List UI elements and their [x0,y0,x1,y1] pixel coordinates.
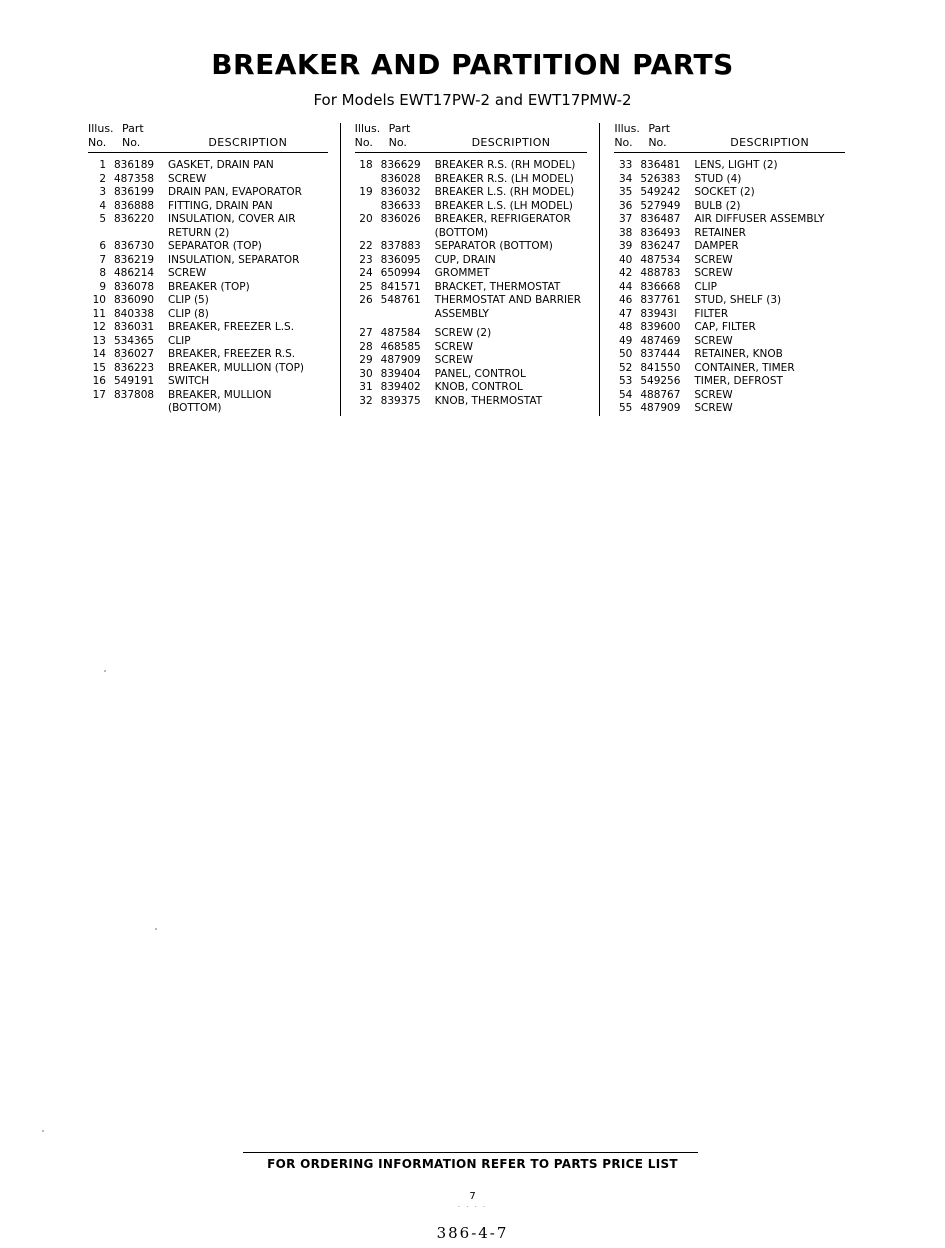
illus-no: 55 [618,402,633,415]
table-row [355,227,588,241]
parts-rows-3 [614,159,845,416]
illus-no: 17 [92,388,106,401]
header-part-line2: No. [122,135,141,149]
description: BULB (2) [694,199,741,212]
part-no: 650994 [380,267,421,280]
description: CLIP [168,334,191,347]
illus-no: 39 [618,240,633,253]
table-row [355,200,588,214]
description: STUD, SHELF (3) [694,294,782,307]
illus-no: 36 [618,199,633,212]
description: INSULATION, COVER AIR [168,213,296,226]
illus-no: 40 [618,253,633,266]
description: GASKET, DRAIN PAN [168,159,274,172]
parts-column-1 [88,123,340,416]
part-no: 526383 [640,172,681,185]
illus-no: 46 [618,294,633,307]
part-no: 487358 [114,172,155,185]
illus-no: 35 [618,186,633,199]
part-no: 836026 [380,213,421,226]
illus-no: 52 [618,361,633,374]
part-no: 836095 [380,253,421,266]
table-row [614,375,845,389]
part-no [114,227,168,241]
illus-no: 8 [99,267,106,280]
illus-no [355,308,381,322]
illus-no: 47 [618,307,633,320]
illus-no [355,200,381,214]
part-no: 488783 [640,267,681,280]
part-no [114,402,168,416]
description: BREAKER, FREEZER L.S. [168,321,295,334]
part-no: 488767 [640,388,681,401]
description: SWITCH [168,375,210,388]
header-description: DESCRIPTION [471,135,551,149]
part-no: 839375 [380,394,421,407]
illus-no: 2 [99,172,106,185]
table-row [614,240,845,254]
table-row [355,159,588,173]
part-no: 836888 [114,199,155,212]
header-illus-line1: Illus. [88,122,114,135]
footer-divider [243,1152,698,1153]
description: BREAKER, MULLION [168,388,272,401]
illus-no: 13 [92,334,106,347]
illus-no: 10 [92,294,106,307]
illus-no: 20 [359,213,373,226]
part-no: 836219 [114,253,155,266]
description: (BOTTOM) [168,402,222,415]
table-row [355,354,588,368]
table-row [355,308,588,322]
part-no: 486214 [114,267,155,280]
illus-no: 25 [359,280,373,293]
description: ASSEMBLY [434,307,489,320]
description: BREAKER L.S. (LH MODEL) [434,199,573,212]
table-row [88,186,328,200]
description: DAMPER [694,240,739,253]
column-header [355,123,588,153]
illus-no: 34 [618,172,633,185]
description: FILTER [694,307,729,320]
table-row [614,173,845,187]
page-number: 7 [469,1191,476,1202]
part-no: 836481 [640,159,681,172]
header-illus-line2: No. [88,135,107,149]
page-number-artifact: · · · · [457,1203,488,1211]
description: RETAINER [694,226,746,239]
part-no: 836668 [640,280,681,293]
parts-column-3 [599,123,857,416]
scan-speck [42,1130,44,1132]
table-row [355,294,588,308]
header-illus-line1: Illus. [354,122,381,135]
part-no: 836223 [114,361,155,374]
description: BREAKER R.S. (RH MODEL) [434,159,576,172]
part-no: 836493 [640,226,681,239]
table-row [88,227,328,241]
illus-no: 33 [618,159,633,172]
illus-no: 18 [359,159,373,172]
table-row [355,368,588,382]
table-row [355,254,588,268]
illus-no: 49 [618,334,633,347]
description: CUP, DRAIN [434,253,496,266]
table-row [614,281,845,295]
illus-no: 53 [618,375,633,388]
description: CAP, FILTER [694,321,756,334]
description: SCREW [694,267,733,280]
illus-no: 11 [92,307,106,320]
footer-note: FOR ORDERING INFORMATION REFER TO PARTS PRICE LIST [267,1157,678,1171]
parts-catalog-page [0,48,945,1248]
illus-no: 4 [99,199,106,212]
column-header [88,123,328,153]
part-no: 487534 [640,253,681,266]
table-row [88,200,328,214]
table-row [614,308,845,322]
parts-rows-1 [88,159,328,416]
description: SCREW [168,172,207,185]
table-row [614,227,845,241]
parts-column-2 [340,123,600,416]
part-no: 836189 [114,159,155,172]
illus-no: 42 [618,267,633,280]
illus-no: 31 [359,381,373,394]
description: SCREW [694,334,733,347]
part-no: 836032 [380,186,421,199]
table-row [355,173,588,187]
description: PANEL, CONTROL [434,367,526,380]
table-row [614,254,845,268]
description: BRACKET, THERMOSTAT [434,280,561,293]
table-row [614,294,845,308]
table-row [355,240,588,254]
illus-no: 32 [359,394,373,407]
table-row [355,327,588,341]
description: LENS, LIGHT (2) [694,159,778,172]
description: DRAIN PAN, EVAPORATOR [168,186,302,199]
illus-no: 48 [618,321,633,334]
part-no: 837761 [640,294,681,307]
description: FITTING, DRAIN PAN [168,199,273,212]
table-row [355,213,588,227]
header-illus-line1: Illus. [614,122,640,135]
part-no: 487469 [640,334,681,347]
table-row [88,281,328,295]
part-no: 836487 [640,213,681,226]
illus-no: 29 [359,354,373,367]
description: RETURN (2) [168,226,230,239]
column-header [614,123,845,153]
illus-no: 50 [618,348,633,361]
part-no: 837444 [640,348,681,361]
part-no: 837883 [380,240,421,253]
illus-no: 37 [618,213,633,226]
table-row [355,381,588,395]
description: SCREW [694,388,733,401]
illus-no: 3 [99,186,106,199]
table-row [614,213,845,227]
part-no: 836220 [114,213,155,226]
part-no: 549256 [640,375,681,388]
table-row [88,254,328,268]
header-description: DESCRIPTION [730,135,810,149]
table-row [88,335,328,349]
description: BREAKER L.S. (RH MODEL) [434,186,575,199]
table-row [614,402,845,416]
illus-no: 15 [92,361,106,374]
description: GROMMET [434,267,490,280]
description: INSULATION, SEPARATOR [168,253,300,266]
table-row [88,267,328,281]
part-no [381,308,435,322]
illus-no: 16 [92,375,106,388]
description: SCREW [694,402,733,415]
part-no: 487909 [640,402,681,415]
illus-no: 27 [359,327,373,340]
illus-no: 44 [618,280,633,293]
header-part-line1: Part [388,122,411,135]
illus-no: 26 [359,294,373,307]
parts-table [0,123,945,416]
description: KNOB, CONTROL [434,381,523,394]
table-row [88,402,328,416]
table-row [88,213,328,227]
table-row [355,281,588,295]
illus-no: 7 [99,253,106,266]
part-no: 836730 [114,240,155,253]
description: SCREW [694,253,733,266]
part-no: 549191 [114,375,155,388]
description: BREAKER (TOP) [168,280,250,293]
part-no: 841550 [640,361,681,374]
illus-no: 6 [99,240,106,253]
table-row [355,395,588,409]
table-row [88,308,328,322]
part-no: 487584 [380,327,421,340]
table-row [88,159,328,173]
illus-no [355,227,381,241]
table-row [614,321,845,335]
header-illus-line2: No. [614,135,633,149]
description: SOCKET (2) [694,186,755,199]
part-no: 839404 [380,367,421,380]
scan-speck [155,928,157,930]
part-no: 836031 [114,321,155,334]
illus-no [355,173,381,187]
description: RETAINER, KNOB [694,348,783,361]
table-row [88,240,328,254]
table-row [88,348,328,362]
table-row [614,200,845,214]
description: BREAKER, FREEZER R.S. [168,348,296,361]
part-no: 83943l [640,307,677,320]
description: BREAKER R.S. (LH MODEL) [434,172,574,185]
header-part-line2: No. [648,135,667,149]
part-no: 468585 [380,340,421,353]
part-no: 836199 [114,186,155,199]
document-code: 386-4-7 [436,1224,509,1242]
table-row [614,362,845,376]
description: TIMER, DEFROST [694,375,783,388]
scan-speck [104,670,106,672]
table-row [88,389,328,403]
illus-no: 30 [359,367,373,380]
part-no: 840338 [114,307,155,320]
illus-no: 38 [618,226,633,239]
description: SCREW [168,267,207,280]
table-row [614,267,845,281]
header-part-line1: Part [122,122,144,135]
illus-no [88,227,114,241]
illus-no: 19 [359,186,373,199]
part-no: 527949 [640,199,681,212]
part-no: 836247 [640,240,681,253]
description: STUD (4) [694,172,742,185]
part-no: 487909 [380,354,421,367]
table-row [88,321,328,335]
part-no: 548761 [380,294,421,307]
header-part-line2: No. [388,135,407,149]
description: KNOB, THERMOSTAT [434,394,543,407]
description: SCREW (2) [434,327,492,340]
description: BREAKER, REFRIGERATOR [434,213,571,226]
table-row [355,186,588,200]
description: CONTAINER, TIMER [694,361,795,374]
illus-no: 12 [92,321,106,334]
header-illus-line2: No. [354,135,373,149]
table-row [355,341,588,355]
table-row [614,335,845,349]
table-row [614,186,845,200]
description: SCREW [434,340,473,353]
table-row [355,267,588,281]
illus-no: 1 [99,159,106,172]
part-no: 836028 [380,172,421,185]
illus-no: 23 [359,253,373,266]
description: BREAKER, MULLION (TOP) [168,361,305,374]
illus-no: 28 [359,340,373,353]
table-row [88,375,328,389]
description: THERMOSTAT AND BARRIER [434,294,582,307]
part-no: 836027 [114,348,155,361]
part-no: 837808 [114,388,155,401]
illus-no: 22 [359,240,373,253]
illus-no: 5 [99,213,106,226]
illus-no: 14 [92,348,106,361]
table-row [614,389,845,403]
description: CLIP (8) [168,307,209,320]
part-no [381,227,435,241]
part-no: 839402 [380,381,421,394]
description: CLIP [694,280,717,293]
header-description: DESCRIPTION [208,135,288,149]
description: (BOTTOM) [434,226,489,239]
part-no: 549242 [640,186,681,199]
part-no: 534365 [114,334,155,347]
description: SCREW [434,354,473,367]
part-no: 836633 [380,199,421,212]
header-part-line1: Part [648,122,671,135]
description: AIR DIFFUSER ASSEMBLY [694,213,825,226]
table-row [614,159,845,173]
illus-no: 24 [359,267,373,280]
description: SEPARATOR (BOTTOM) [434,240,553,253]
part-no: 836090 [114,294,155,307]
table-row [88,294,328,308]
parts-rows-2 [355,159,588,408]
part-no: 839600 [640,321,681,334]
description: CLIP (5) [168,294,209,307]
part-no: 836629 [380,159,421,172]
table-row [88,362,328,376]
page-subtitle: For Models EWT17PW-2 and EWT17PMW-2 [313,91,632,109]
part-no: 841571 [380,280,421,293]
illus-no [88,402,114,416]
part-no: 836078 [114,280,155,293]
illus-no: 54 [618,388,633,401]
table-row [88,173,328,187]
table-row [614,348,845,362]
illus-no: 9 [99,280,106,293]
description: SEPARATOR (TOP) [168,240,262,253]
page-title: BREAKER AND PARTITION PARTS [211,48,734,81]
